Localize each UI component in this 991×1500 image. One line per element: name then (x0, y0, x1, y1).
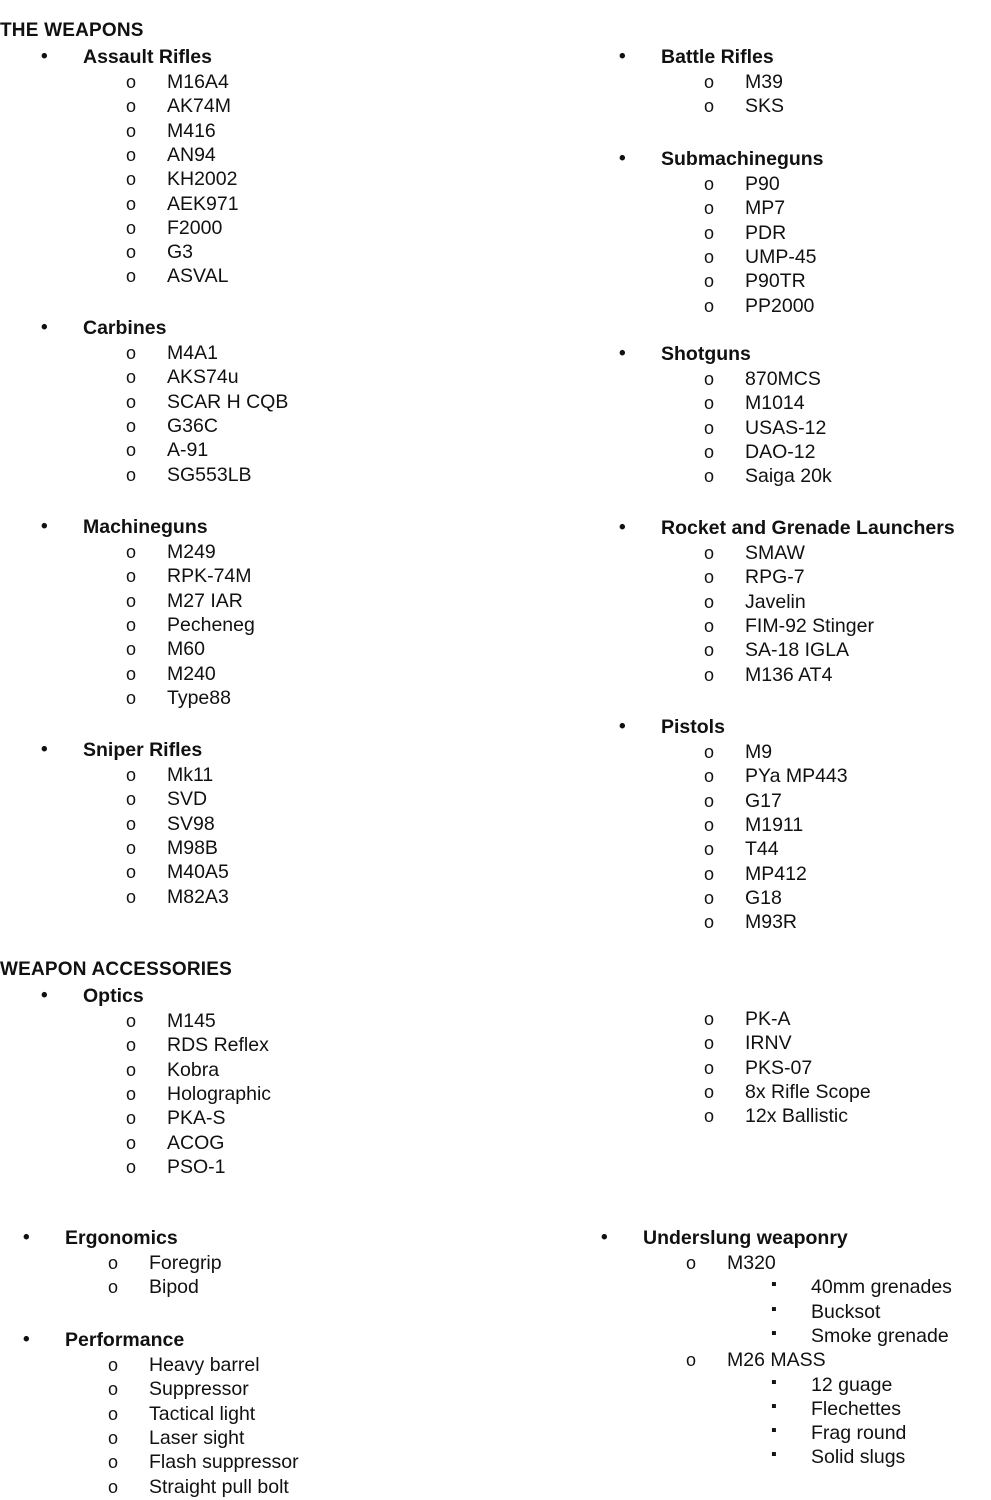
square-bullet-icon: ▪ (771, 1373, 777, 1391)
item-label: Holographic (167, 1082, 272, 1105)
circle-bullet-icon: o (126, 687, 137, 708)
item-label: M416 (167, 119, 216, 142)
item-label: SG553LB (167, 463, 252, 486)
circle-bullet-icon: o (704, 369, 715, 389)
circle-bullet-icon: o (108, 1476, 119, 1497)
item-label: M39 (745, 71, 783, 93)
circle-bullet-icon: o (126, 1156, 137, 1177)
item-label: AN94 (167, 143, 216, 166)
category-label: Underslung weaponry (643, 1227, 848, 1249)
circle-bullet-icon: o (126, 813, 137, 834)
item-label: M145 (167, 1010, 216, 1032)
item-label: Mk11 (167, 764, 214, 786)
item-label: M60 (167, 638, 205, 661)
item-label: 12 guage (811, 1373, 893, 1396)
bullet-icon: • (619, 148, 626, 169)
item-label: M320 (727, 1252, 776, 1274)
item-label: M82A3 (167, 885, 229, 908)
circle-bullet-icon: o (108, 1427, 119, 1448)
circle-bullet-icon: o (704, 417, 715, 438)
item-label: RPK-74M (167, 565, 252, 588)
circle-bullet-icon: o (126, 440, 137, 461)
weapons-heading: THE WEAPONS (0, 20, 144, 41)
item-label: M16A4 (167, 71, 229, 93)
category-label: Carbines (83, 317, 167, 339)
circle-bullet-icon: o (704, 1081, 715, 1102)
square-bullet-icon: ▪ (771, 1300, 777, 1318)
circle-bullet-icon: o (108, 1403, 119, 1424)
circle-bullet-icon: o (704, 72, 715, 92)
bullet-icon: • (619, 46, 626, 67)
item-label: PSO-1 (167, 1155, 226, 1178)
circle-bullet-icon: o (126, 144, 137, 165)
item-label: G18 (745, 886, 782, 909)
circle-bullet-icon: o (704, 814, 715, 835)
circle-bullet-icon: o (126, 542, 137, 562)
item-label: G17 (745, 789, 782, 812)
circle-bullet-icon: o (704, 198, 715, 219)
circle-bullet-icon: o (126, 193, 137, 214)
square-bullet-icon: ▪ (771, 1397, 777, 1415)
circle-bullet-icon: o (704, 543, 715, 563)
circle-bullet-icon: o (126, 1059, 137, 1080)
item-label: UMP-45 (745, 245, 817, 268)
square-bullet-icon: ▪ (771, 1422, 777, 1440)
circle-bullet-icon: o (108, 1253, 119, 1273)
item-label: M9 (745, 741, 773, 763)
category-label: Pistols (661, 716, 725, 738)
circle-bullet-icon: o (108, 1452, 119, 1473)
bullet-icon: • (601, 1227, 608, 1248)
item-label: P90TR (745, 270, 806, 293)
circle-bullet-icon: o (704, 466, 715, 487)
item-label: SMAW (745, 542, 805, 564)
circle-bullet-icon: o (704, 863, 715, 884)
circle-bullet-icon: o (126, 1108, 137, 1129)
circle-bullet-icon: o (126, 566, 137, 587)
circle-bullet-icon: o (126, 391, 137, 412)
item-label: P90 (745, 173, 780, 195)
circle-bullet-icon: o (704, 790, 715, 811)
item-label: PP2000 (745, 294, 815, 317)
item-label: M27 IAR (167, 589, 243, 612)
circle-bullet-icon: o (126, 169, 137, 190)
item-label: RPG-7 (745, 566, 805, 589)
item-label: Flechettes (811, 1397, 901, 1420)
circle-bullet-icon: o (126, 614, 137, 635)
circle-bullet-icon: o (704, 174, 715, 194)
circle-bullet-icon: o (704, 393, 715, 414)
item-label: AKS74u (167, 366, 239, 389)
item-label: M4A1 (167, 342, 218, 364)
circle-bullet-icon: o (126, 1011, 137, 1031)
circle-bullet-icon: o (704, 1057, 715, 1078)
item-label: MP7 (745, 197, 786, 220)
item-label: AK74M (167, 95, 231, 118)
circle-bullet-icon: o (108, 1355, 119, 1375)
circle-bullet-icon: o (704, 1106, 715, 1127)
item-label: USAS-12 (745, 416, 827, 439)
circle-bullet-icon: o (704, 567, 715, 588)
item-label: Tactical light (149, 1402, 256, 1425)
circle-bullet-icon: o (704, 246, 715, 267)
circle-bullet-icon: o (126, 367, 137, 388)
bullet-icon: • (41, 516, 48, 537)
circle-bullet-icon: o (126, 72, 137, 92)
circle-bullet-icon: o (126, 343, 137, 363)
item-label: ASVAL (167, 265, 229, 288)
item-label: Pecheneg (167, 613, 255, 636)
circle-bullet-icon: o (704, 839, 715, 860)
circle-bullet-icon: o (704, 640, 715, 661)
circle-bullet-icon: o (126, 242, 137, 263)
item-label: SKS (745, 95, 785, 118)
item-label: Bipod (149, 1276, 199, 1299)
item-label: Kobra (167, 1058, 220, 1081)
item-label: T44 (745, 838, 779, 861)
item-label: Laser sight (149, 1426, 245, 1449)
circle-bullet-icon: o (126, 1132, 137, 1153)
circle-bullet-icon: o (704, 96, 715, 117)
circle-bullet-icon: o (126, 415, 137, 436)
circle-bullet-icon: o (126, 96, 137, 117)
circle-bullet-icon: o (126, 217, 137, 238)
item-label: Smoke grenade (811, 1324, 949, 1347)
circle-bullet-icon: o (126, 590, 137, 611)
item-label: Type88 (167, 686, 231, 709)
item-label: M93R (745, 911, 798, 934)
item-label: M240 (167, 662, 216, 685)
item-label: PDR (745, 221, 787, 244)
item-label: M98B (167, 836, 218, 859)
item-label: Solid slugs (811, 1446, 906, 1469)
circle-bullet-icon: o (126, 789, 137, 810)
item-label: Suppressor (149, 1378, 249, 1401)
circle-bullet-icon: o (126, 663, 137, 684)
item-label: Heavy barrel (149, 1354, 260, 1376)
circle-bullet-icon: o (126, 1083, 137, 1104)
circle-bullet-icon: o (126, 464, 137, 485)
circle-bullet-icon: o (126, 639, 137, 660)
category-label: Shotguns (661, 343, 751, 365)
circle-bullet-icon: o (126, 1035, 137, 1056)
item-label: KH2002 (167, 168, 238, 191)
square-bullet-icon: ▪ (771, 1276, 777, 1294)
category-label: Ergonomics (65, 1227, 178, 1249)
item-label: RDS Reflex (167, 1034, 269, 1057)
circle-bullet-icon: o (704, 271, 715, 292)
item-label: M26 MASS (727, 1349, 826, 1372)
bullet-icon: • (619, 343, 626, 364)
item-label: Straight pull bolt (149, 1475, 289, 1498)
circle-bullet-icon: o (686, 1350, 697, 1371)
item-label: M1014 (745, 392, 805, 415)
category-label: Submachineguns (661, 148, 824, 170)
bullet-icon: • (619, 517, 626, 538)
circle-bullet-icon: o (108, 1277, 119, 1298)
item-label: G3 (167, 241, 194, 264)
circle-bullet-icon: o (704, 591, 715, 612)
item-label: Flash suppressor (149, 1451, 299, 1474)
item-label: IRNV (745, 1032, 792, 1055)
category-label: Performance (65, 1329, 185, 1351)
item-label: AEK971 (167, 192, 239, 215)
item-label: SA-18 IGLA (745, 639, 850, 662)
item-label: ACOG (167, 1131, 225, 1154)
item-label: M1911 (745, 813, 804, 836)
circle-bullet-icon: o (126, 886, 137, 907)
circle-bullet-icon: o (126, 120, 137, 141)
item-label: 8x Rifle Scope (745, 1080, 871, 1103)
item-label: Frag round (811, 1422, 907, 1445)
circle-bullet-icon: o (704, 615, 715, 636)
item-label: 12x Ballistic (745, 1105, 848, 1128)
circle-bullet-icon: o (704, 1009, 715, 1029)
bullet-icon: • (23, 1227, 30, 1248)
item-label: SVD (167, 788, 208, 811)
circle-bullet-icon: o (126, 837, 137, 858)
item-label: Javelin (745, 590, 806, 613)
bullet-icon: • (23, 1329, 30, 1350)
bullet-icon: • (41, 739, 48, 760)
category-label: Rocket and Grenade Launchers (661, 517, 955, 539)
circle-bullet-icon: o (704, 441, 715, 462)
circle-bullet-icon: o (704, 664, 715, 685)
item-label: PKS-07 (745, 1056, 813, 1079)
circle-bullet-icon: o (704, 887, 715, 908)
circle-bullet-icon: o (126, 862, 137, 883)
item-label: PK-A (745, 1008, 791, 1030)
category-label: Machineguns (83, 516, 208, 538)
bullet-icon: • (619, 716, 626, 737)
circle-bullet-icon: o (108, 1379, 119, 1400)
item-label: A-91 (167, 439, 209, 462)
item-label: MP412 (745, 862, 807, 885)
item-label: F2000 (167, 216, 223, 239)
item-label: SCAR H CQB (167, 390, 289, 413)
item-label: 40mm grenades (811, 1276, 952, 1299)
item-label: PYa MP443 (745, 765, 848, 788)
item-label: Bucksot (811, 1300, 881, 1323)
bullet-icon: • (41, 46, 48, 67)
item-label: FIM-92 Stinger (745, 614, 874, 637)
circle-bullet-icon: o (704, 766, 715, 787)
category-label: Optics (83, 985, 144, 1007)
circle-bullet-icon: o (704, 742, 715, 762)
item-label: PKA-S (167, 1107, 226, 1130)
item-label: M249 (167, 541, 216, 563)
item-label: M40A5 (167, 861, 229, 884)
category-label: Battle Rifles (661, 46, 774, 68)
bullet-icon: • (41, 985, 48, 1006)
circle-bullet-icon: o (704, 1033, 715, 1054)
category-label: Sniper Rifles (83, 739, 203, 761)
accessories-heading: WEAPON ACCESSORIES (0, 959, 232, 980)
square-bullet-icon: ▪ (771, 1324, 777, 1342)
category-label: Assault Rifles (83, 46, 212, 68)
circle-bullet-icon: o (704, 295, 715, 316)
item-label: Saiga 20k (745, 465, 832, 488)
circle-bullet-icon: o (126, 266, 137, 287)
circle-bullet-icon: o (126, 765, 137, 785)
circle-bullet-icon: o (686, 1253, 697, 1273)
item-label: G36C (167, 414, 218, 437)
circle-bullet-icon: o (704, 912, 715, 933)
item-label: Foregrip (149, 1252, 222, 1274)
item-label: M136 AT4 (745, 663, 833, 686)
item-label: 870MCS (745, 368, 821, 390)
item-label: DAO-12 (745, 440, 816, 463)
item-label: SV98 (167, 812, 215, 835)
square-bullet-icon: ▪ (771, 1446, 777, 1464)
bullet-icon: • (41, 317, 48, 338)
circle-bullet-icon: o (704, 222, 715, 243)
